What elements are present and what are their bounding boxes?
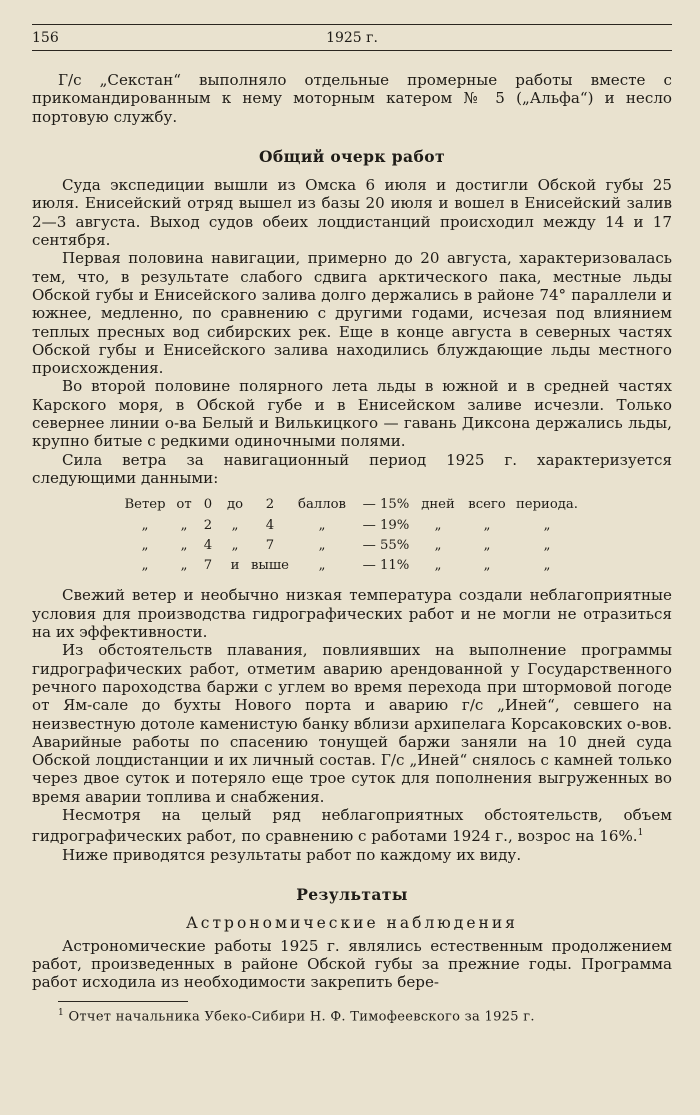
wind-cell: „: [141, 558, 149, 574]
wind-cell: — 15%: [362, 497, 410, 513]
wind-cell: „: [483, 517, 491, 533]
wind-cell: „: [434, 558, 442, 574]
subsection-title-astronomy: Астрономические наблюдения: [186, 914, 518, 933]
wind-row: [118, 556, 578, 576]
wind-cell: Ветер: [124, 497, 166, 513]
wind-cell: периода.: [516, 497, 578, 513]
wind-cell: и: [230, 558, 240, 574]
paragraph-astronomy: Астрономические работы 1925 г. являлись естественным продолжением работ, произведенных в районе Обской губы за прежние годы. Программа работ исходила из необходимости закрепить бере-: [32, 936, 672, 992]
wind-row: [118, 495, 578, 515]
wind-cell: „: [141, 537, 149, 553]
wind-cell: „: [483, 537, 491, 553]
footnote-ref[interactable]: 1: [637, 828, 644, 839]
paragraph: Ниже приводятся результаты работ по каждому их виду.: [62, 845, 522, 864]
wind-cell: 2: [265, 497, 275, 513]
wind-cell: 4: [203, 537, 213, 553]
wind-cell: дней: [421, 497, 455, 513]
header-year: 1925 г.: [326, 30, 378, 46]
wind-cell: 7: [265, 537, 275, 553]
paragraph-volume: [32, 806, 672, 846]
page: [32, 24, 672, 1025]
wind-cell: „: [434, 517, 442, 533]
wind-cell: 7: [203, 558, 213, 574]
wind-cell: „: [543, 558, 551, 574]
body-text: [32, 71, 672, 991]
wind-cell: „: [318, 537, 326, 553]
paragraph: Суда экспедиции вышли из Омска 6 июля и достигли Обской губы 25 июля. Енисейский отряд вышел из базы 20 июля и вошел в Енисейский залив 2—3 августа. Выход судов обеих лоцдистанций происходил между 14 и 17 сентября.: [32, 176, 672, 250]
running-header: [32, 24, 672, 51]
wind-cell: „: [483, 558, 491, 574]
paragraph: Сила ветра за навигационный период 1925 г. характеризуется следующими данными:: [32, 450, 672, 487]
wind-table: [118, 495, 578, 576]
wind-cell: „: [318, 517, 326, 533]
wind-row: [118, 516, 578, 536]
page-number: 156: [32, 30, 59, 46]
paragraph: Из обстоятельств плавания, повлиявших на выполнение программы гидрографических работ, отметим аварию арендованной у Государственного речного пароходства баржи с углем во время перехода при штормовой погоде от Ям-сале до бухты Нового порта и аварию г/с „Иней“, севшего на неизвестную дотоле каменистую банку вблизи архипелага Корсаковских о-вов. Аварийные работы по спасению тонущей баржи заняли на 10 дней суда Обской лоцдистанции и их личный состав. Г/с „Иней“ снялось с камней только через двое суток и потеряло еще трое суток для пополнения выгруженных во время аварии топлива и снабжения.: [32, 641, 672, 806]
wind-cell: — 11%: [362, 558, 410, 574]
wind-cell: всего: [468, 497, 506, 513]
wind-cell: „: [543, 537, 551, 553]
wind-cell: 2: [203, 517, 213, 533]
footnote-marker: 1: [58, 1008, 65, 1019]
paragraph-intro: Г/с „Секстан“ выполняло отдельные промерные работы вместе с прикомандированным к нему моторным катером № 5 („Альфа“) и несло портовую службу.: [32, 71, 672, 126]
header-rule: [32, 24, 672, 25]
wind-cell: баллов: [298, 497, 346, 513]
wind-cell: „: [180, 537, 188, 553]
paragraph: Первая половина навигации, примерно до 20 августа, характеризовалась тем, что, в результате слабого сдвига арктического пака, местные льды Обской губы и Енисейского залива долго держались в районе 74° параллели и южнее, медленно, по сравнению с другими годами, исчезая под влиянием теплых пресных вод сибирских рек. Еще в конце августа в северных частях Обской губы и Енисейского залива находились блуждающие льды местного происхождения.: [32, 249, 672, 378]
paragraph: Свежий ветер и необычно низкая температура создали неблагоприятные условия для производства гидрографических работ и не могли не отразиться на их эффективности.: [32, 586, 672, 642]
footnote-text: Отчет начальника Убеко-Сибири Н. Ф. Тимофеевского за 1925 г.: [68, 1009, 535, 1025]
section-title-results: Результаты: [296, 884, 408, 904]
wind-cell: от: [176, 497, 192, 513]
section-title-overview: Общий очерк работ: [259, 146, 445, 166]
wind-cell: „: [434, 537, 442, 553]
wind-cell: „: [180, 558, 188, 574]
paragraph-volume-text: Несмотря на целый ряд неблагоприятных обстоятельств, объем гидрографических работ, по сравнению с работами 1924 г., возрос на 16%.: [32, 805, 672, 846]
wind-cell: „: [231, 517, 239, 533]
wind-cell: — 19%: [362, 517, 410, 533]
wind-cell: „: [141, 517, 149, 533]
wind-cell: „: [543, 517, 551, 533]
wind-cell: 4: [265, 517, 275, 533]
paragraph: Во второй половине полярного лета льды в южной и в средней частях Карского моря, в Обской губе и в Енисейском заливе исчезли. Только севернее линии о-ва Белый и Вилькицкого — гавань Диксона держались льды, крупно битые с редкими одиночными полями.: [32, 377, 672, 451]
wind-cell: выше: [251, 558, 289, 574]
wind-cell: „: [180, 517, 188, 533]
wind-cell: 0: [203, 497, 213, 513]
footnote-rule: [58, 1001, 188, 1002]
wind-cell: „: [231, 537, 239, 553]
wind-row: [118, 536, 578, 556]
wind-cell: — 55%: [362, 537, 410, 553]
wind-cell: „: [318, 558, 326, 574]
wind-cell: до: [226, 497, 244, 513]
footnote: [58, 1008, 672, 1024]
